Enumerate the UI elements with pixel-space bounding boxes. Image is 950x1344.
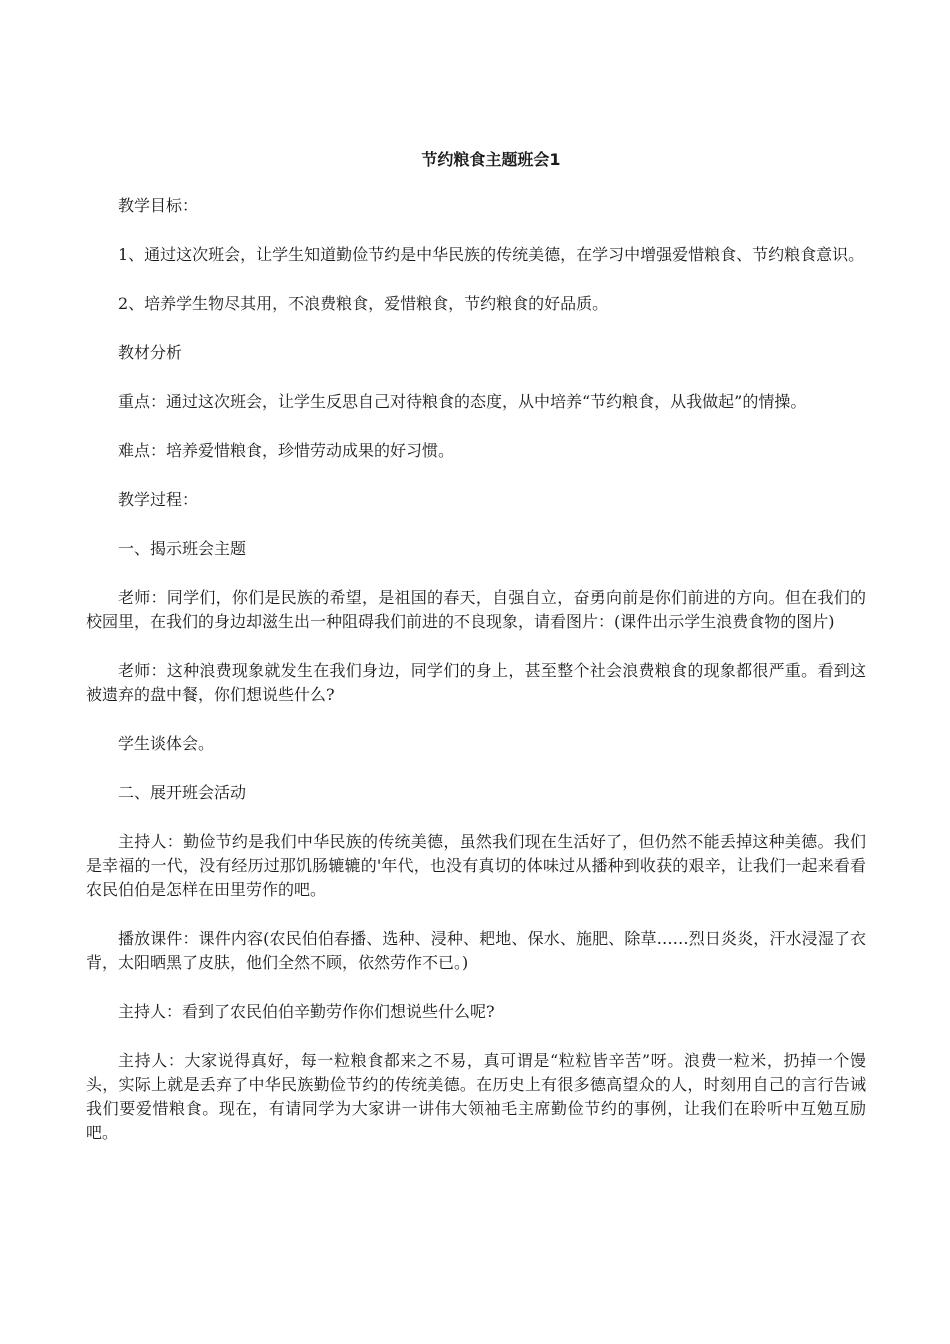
paragraph-goal-1: 1、通过这次班会，让学生知道勤俭节约是中华民族的传统美德，在学习中增强爱惜粮食、节约粮食意识。 (118, 245, 865, 264)
paragraph-section-2: 二、展开班会活动 (118, 783, 247, 802)
paragraph-teacher-2: 老师：这种浪费现象就发生在我们身边，同学们的身上，甚至整个社会浪费粮食的现象都很严重。看到这被遗弃的盘中餐，你们想说些什么? (86, 661, 866, 704)
paragraph-student-response: 学生谈体会。 (118, 734, 215, 753)
paragraph-material-analysis: 教材分析 (118, 343, 183, 362)
document-page (86, 148, 866, 1170)
paragraph-section-1: 一、揭示班会主题 (118, 539, 247, 558)
paragraph-teaching-process: 教学过程： (118, 490, 199, 509)
paragraph-host-3: 主持人：大家说得真好，每一粒粮食都来之不易，真可谓是“粒粒皆辛苦”呀。浪费一粒米，扔掉一个馒头，实际上就是丢弃了中华民族勤俭节约的传统美德。在历史上有很多德高望众的人，时刻用自己的言行告诫我们要爱惜粮食。现在，有请同学为大家讲一讲伟大领袖毛主席勤俭节约的事例，让我们在聆听中互勉互励吧。 (86, 1051, 866, 1142)
paragraph-key-point: 重点：通过这次班会，让学生反思自己对待粮食的态度，从中培养“节约粮食，从我做起”的情操。 (118, 392, 807, 411)
paragraph-host-1: 主持人：勤俭节约是我们中华民族的传统美德，虽然我们现在生活好了，但仍然不能丢掉这种美德。我们是幸福的一代，没有经历过那饥肠辘辘的'年代，也没有真切的体味过从播种到收获的艰辛，让我们一起来看看农民伯伯是怎样在田里劳作的吧。 (86, 832, 866, 899)
paragraph-courseware: 播放课件：课件内容(农民伯伯春播、选种、浸种、耙地、保水、施肥、除草……烈日炎炎，汗水浸湿了衣背，太阳晒黑了皮肤，他们全然不顾，依然劳作不已。) (86, 929, 866, 972)
paragraph-difficulty: 难点：培养爱惜粮食，珍惜劳动成果的好习惯。 (118, 441, 455, 460)
paragraph-teaching-goals-heading: 教学目标： (118, 196, 199, 215)
paragraph-goal-2: 2、培养学生物尽其用，不浪费粮食，爱惜粮食，节约粮食的好品质。 (118, 294, 609, 313)
paragraph-host-2: 主持人：看到了农民伯伯辛勤劳作你们想说些什么呢? (118, 1002, 495, 1021)
document-title: 节约粮食主题班会1 (421, 150, 561, 169)
paragraph-teacher-1: 老师：同学们，你们是民族的希望，是祖国的春天，自强自立，奋勇向前是你们前进的方向。但在我们的校园里，在我们的身边却滋生出一种阻碍我们前进的不良现象，请看图片：(课件出示学生浪费食物的图片) (86, 588, 866, 631)
